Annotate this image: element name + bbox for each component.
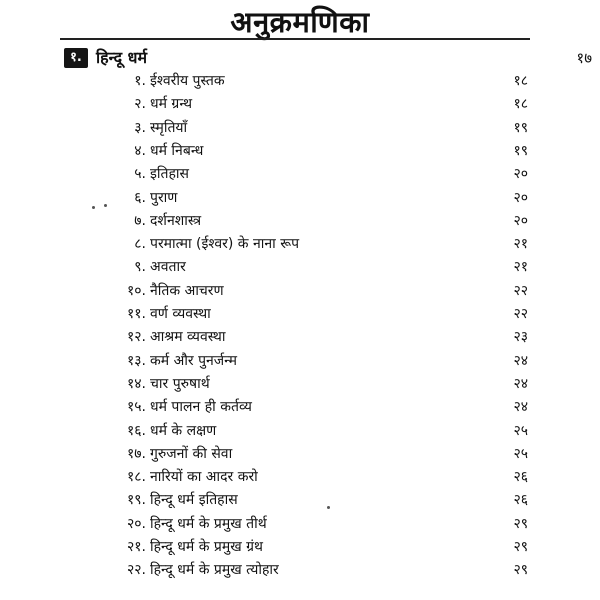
entry-title: स्मृतियाँ [150,119,188,136]
title-underline [60,38,530,40]
contents-entry [100,163,530,185]
entry-number: १७. [126,445,146,462]
entry-title: दर्शनशास्त्र [150,212,202,229]
entry-number: ४. [134,142,146,159]
entry-number: २१. [126,539,146,555]
entry-number: ३. [134,119,146,136]
entry-title: धर्म के लक्षण [150,422,217,439]
entry-title: गुरुजनों की सेवा [150,445,233,462]
entry-title: धर्म पालन ही कर्तव्य [150,399,252,416]
entry-number: ११. [126,306,146,322]
entry-page-number: २४ [513,375,528,392]
contents-entry [100,489,530,511]
entry-number: ६. [134,189,146,206]
entry-page-number: २४ [513,352,528,369]
entry-number: १०. [126,282,146,299]
entry-title: हिन्दू धर्म के प्रमुख ग्रंथ [150,539,263,555]
entry-number: १. [134,73,146,89]
entry-number: ५. [134,166,146,183]
chapter-title: हिन्दू धर्म [96,48,148,67]
entry-title: नारियों का आदर करो [150,469,258,486]
entry-number: ९. [134,259,146,276]
entry-title: परमात्मा (ईश्वर) के नाना रूप [150,236,300,253]
entry-page-number: २६ [513,469,528,486]
entry-page-number: २० [513,212,528,229]
entry-page-number: १९ [513,119,528,136]
contents-entry [100,396,530,418]
entry-page-number: १९ [513,142,528,159]
contents-entry [100,140,530,162]
entry-title: धर्म निबन्ध [150,142,204,159]
contents-entry [100,466,530,488]
entry-page-number: २५ [513,422,528,439]
entry-number: १९. [126,492,146,509]
chapter-page-number: १७ [576,49,592,67]
entry-number: १५. [126,399,146,416]
entry-title: हिन्दू धर्म के प्रमुख तीर्थ [150,515,267,532]
entry-page-number: २० [513,189,528,206]
ink-speck [104,204,107,207]
entry-title: हिन्दू धर्म के प्रमुख त्योहार [150,562,279,579]
entry-page-number: २९ [513,515,528,532]
entry-number: १३. [126,352,146,369]
entry-title: पुराण [150,189,178,206]
entry-title: अवतार [150,259,186,276]
entry-title: ईश्वरीय पुस्तक [150,73,225,89]
entry-page-number: २२ [513,306,528,322]
contents-entry [100,373,530,395]
ink-speck [327,506,330,509]
entry-number: ८. [134,236,146,253]
contents-entry [100,210,530,232]
ink-speck [92,206,95,209]
entry-number: ७. [134,212,146,229]
contents-entry [100,420,530,442]
entry-page-number: २० [513,166,528,183]
entry-title: इतिहास [150,166,190,183]
entry-number: १६. [126,422,146,439]
entry-number: १८. [126,469,146,486]
entry-title: हिन्दू धर्म इतिहास [150,492,238,509]
entry-number: २२. [126,562,146,579]
entry-page-number: २४ [513,399,528,416]
chapter-number-badge: १. [64,48,88,68]
entry-page-number: २१ [513,236,528,253]
entry-page-number: २३ [513,329,528,346]
entry-title: धर्म ग्रन्थ [150,96,193,113]
entry-title: नैतिक आचरण [150,282,224,299]
contents-entry [100,513,530,535]
contents-entry [100,70,530,92]
entry-title: वर्ण व्यवस्था [150,306,211,322]
contents-entry [100,256,530,278]
entry-title: कर्म और पुनर्जन्म [150,352,238,369]
contents-entry [100,233,530,255]
entry-page-number: २९ [513,539,528,555]
contents-entry [100,93,530,115]
entry-title: चार पुरुषार्थ [150,375,210,392]
contents-entry [100,303,530,325]
page-title: अनुक्रमणिका [230,5,370,39]
entry-number: १४. [126,375,146,392]
entry-page-number: २६ [513,492,528,509]
contents-entry [100,117,530,139]
entry-page-number: १८ [513,73,528,89]
contents-entry [100,559,530,581]
contents-entry [100,326,530,348]
entry-number: २०. [126,515,146,532]
entry-number: २. [134,96,146,113]
contents-entry [100,443,530,465]
entry-title: आश्रम व्यवस्था [150,329,226,346]
entry-number: १२. [126,329,146,346]
contents-entry [100,187,530,209]
entry-page-number: २५ [513,445,528,462]
entry-page-number: २९ [513,562,528,579]
entry-page-number: १८ [513,96,528,113]
entry-page-number: २१ [513,259,528,276]
entry-page-number: २२ [513,282,528,299]
contents-entry [100,350,530,372]
contents-entry [100,536,530,558]
contents-entry [100,280,530,302]
